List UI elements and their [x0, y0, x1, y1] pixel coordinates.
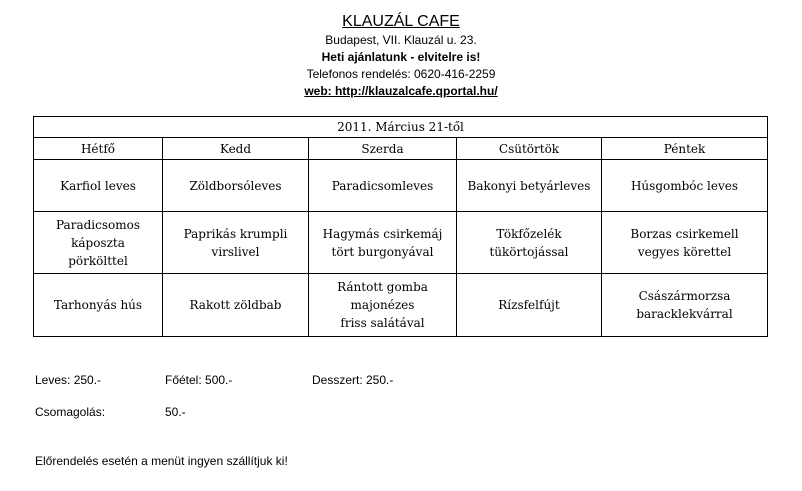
- weekly-menu-table: [33, 116, 768, 337]
- menu-item: Rakott zöldbab: [163, 274, 309, 337]
- main-course-price: Főétel: 500.-: [165, 373, 233, 387]
- menu-item: [457, 212, 602, 274]
- delivery-note: Előrendelés esetén a menüt ingyen szállítjuk ki!: [35, 454, 288, 468]
- menu-item: [602, 274, 768, 337]
- menu-item: [163, 212, 309, 274]
- header: [0, 12, 802, 100]
- menu-item: [309, 274, 457, 337]
- cafe-title: KLAUZÁL CAFE: [342, 13, 460, 30]
- day-header: Szerda: [309, 138, 457, 160]
- menu-item-line: pörkölttel: [68, 253, 128, 268]
- menu-item: Bakonyi betyárleves: [457, 160, 602, 212]
- menu-item-line: Császármorzsa: [638, 289, 731, 303]
- menu-date: 2011. Március 21-től: [34, 117, 768, 138]
- phone-order: Telefonos rendelés: 0620-416-2259: [306, 67, 496, 81]
- menu-item-line: Borzas csirkemell: [630, 226, 739, 241]
- menu-item-line: Hagymás csirkemáj: [322, 226, 443, 241]
- packaging-price: 50.-: [165, 405, 186, 419]
- cafe-address: Budapest, VII. Klauzál u. 23.: [325, 33, 477, 47]
- menu-item-line: káposzta: [71, 235, 125, 250]
- menu-item-line: friss salátával: [340, 316, 425, 330]
- day-header: Hétfő: [34, 138, 163, 160]
- day-header: Péntek: [602, 138, 768, 160]
- menu-item: Rízsfelfújt: [457, 274, 602, 337]
- menu-item-line: Tökfőzelék: [496, 226, 562, 241]
- weekly-offer: Heti ajánlatunk - elvitelre is!: [321, 50, 481, 64]
- menu-item-line: Paradicsomos: [56, 217, 140, 232]
- menu-item: Karfiol leves: [34, 160, 163, 212]
- menu-item: Paradicsomleves: [309, 160, 457, 212]
- menu-item-line: Rántott gomba: [337, 280, 428, 294]
- menu-item: [602, 212, 768, 274]
- menu-item-line: virslivel: [211, 244, 260, 259]
- packaging-label: Csomagolás:: [35, 405, 106, 419]
- menu-item: Tarhonyás hús: [34, 274, 163, 337]
- menu-item-line: tükörtojással: [489, 244, 569, 259]
- menu-item-line: Paprikás krumpli: [183, 226, 288, 241]
- website-link[interactable]: web: http://klauzalcafe.qportal.hu/: [304, 84, 498, 98]
- menu-item-line: majonézes: [350, 298, 415, 312]
- menu-item: Húsgombóc leves: [602, 160, 768, 212]
- menu-item: [34, 212, 163, 274]
- dessert-price: Desszert: 250.-: [312, 373, 394, 387]
- menu-item: [309, 212, 457, 274]
- menu-item-line: vegyes körettel: [637, 244, 732, 259]
- soup-price: Leves: 250.-: [35, 373, 102, 387]
- menu-item-line: tört burgonyával: [331, 244, 434, 259]
- menu-item-line: baracklekvárral: [636, 307, 733, 321]
- menu-item: Zöldborsóleves: [163, 160, 309, 212]
- day-header: Csütörtök: [457, 138, 602, 160]
- day-header: Kedd: [163, 138, 309, 160]
